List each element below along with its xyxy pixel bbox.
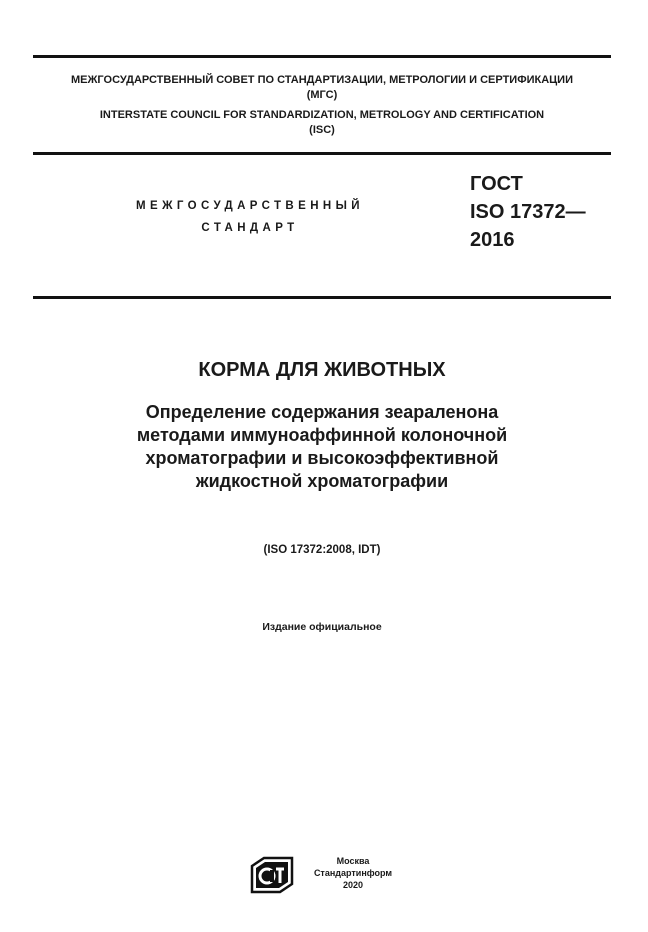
council-name-ru-block bbox=[33, 73, 611, 103]
edition-note: Издание официальное bbox=[262, 621, 382, 633]
standard-kind-line2: СТАНДАРТ bbox=[201, 222, 299, 234]
standard-code-line3: 2016 bbox=[470, 229, 515, 251]
standard-code-line1: ГОСТ bbox=[470, 173, 523, 195]
publisher-name: Стандартинформ bbox=[313, 868, 393, 878]
document-subtitle-line2: методами иммуноаффинной колоночной bbox=[136, 425, 508, 445]
document-subtitle bbox=[60, 401, 584, 493]
bottom-divider bbox=[33, 296, 611, 299]
council-abbr-ru: (МГС) bbox=[306, 89, 338, 101]
council-name-en: INTERSTATE COUNCIL FOR STANDARDIZATION, METROLOGY AND CERTIFICATION bbox=[99, 109, 545, 121]
document-subtitle-line4: жидкостной хроматографии bbox=[195, 471, 449, 491]
standard-kind-line1: МЕЖГОСУДАРСТВЕННЫЙ bbox=[136, 200, 364, 212]
standartinform-logo-icon bbox=[250, 856, 294, 894]
document-title: КОРМА ДЛЯ ЖИВОТНЫХ bbox=[198, 359, 446, 381]
document-subtitle-line1: Определение содержания зеараленона bbox=[145, 402, 499, 422]
council-name-en-block bbox=[33, 108, 611, 138]
middle-divider bbox=[33, 152, 611, 155]
publisher-city: Москва bbox=[336, 856, 370, 866]
publisher-block bbox=[250, 852, 410, 902]
standard-kind bbox=[100, 195, 400, 239]
publisher-text bbox=[298, 855, 408, 891]
council-name-ru: МЕЖГОСУДАРСТВЕННЫЙ СОВЕТ ПО СТАНДАРТИЗАЦИИ, МЕТРОЛОГИИ И СЕРТИФИКАЦИИ bbox=[70, 74, 573, 86]
document-subtitle-line3: хроматографии и высокоэффективной bbox=[145, 448, 499, 468]
standard-code-line2: ISO 17372— bbox=[470, 201, 586, 223]
publisher-year: 2020 bbox=[342, 880, 364, 890]
standard-code bbox=[470, 170, 630, 254]
council-abbr-en: (ISC) bbox=[309, 124, 335, 136]
top-divider bbox=[33, 55, 611, 58]
iso-reference: (ISO 17372:2008, IDT) bbox=[263, 544, 381, 556]
